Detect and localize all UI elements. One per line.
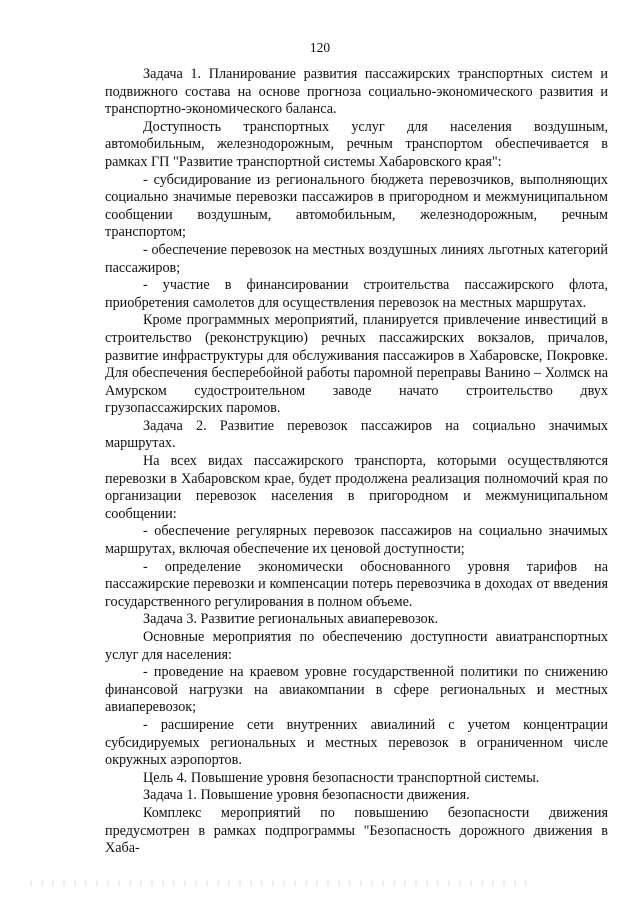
list-item: - субсидирование из регионального бюджета перевозчиков, выполняющих социально значимые перевозки пассажиров в пригородном и межмуниципальном сообщении воздушным, автомобильным, железнодорожным, речным транспортом; [105,171,608,241]
paragraph: Основные мероприятия по обеспечению доступности авиатранспортных услуг для населения: [105,629,608,663]
list-item: - обеспечение перевозок на местных воздушных линиях льготных категорий пассажиров; [105,241,608,276]
paragraph: Цель 4. Повышение уровня безопасности транспортной системы. [143,769,540,786]
scan-noise-strip [30,880,530,886]
body-text [105,66,608,858]
paragraph: Комплекс мероприятий по повышению безопасности движения предусмотрен в рамках подпрограммы "Безопасность дорожного движения в Хаба- [105,804,608,857]
paragraph: Доступность транспортных услуг для населения воздушным, автомобильным, железнодорожным, речным транспортом обеспечивается в рамках ГП "Развитие транспортной системы Хабаровского края": [105,118,608,170]
list-item: - проведение на краевом уровне государственной политики по снижению финансовой нагрузки на авиакомпании в сфере региональных и местных авиаперевозок; [105,664,608,716]
paragraph: Задача 1. Планирование развития пассажирских транспортных систем и подвижного состава на основе прогноза социально-экономического развития и транспортно-экономического баланса. [105,66,608,118]
list-item: - определение экономически обоснованного уровня тарифов на пассажирские перевозки и компенсации потерь перевозчика в доходах от введения государственного регулирования в полном объеме. [105,558,608,610]
page-number: 120 [309,40,331,55]
paragraph: Задача 2. Развитие перевозок пассажиров на социально значимых маршрутах. [105,417,608,452]
list-item: - расширение сети внутренних авиалиний с учетом концентрации субсидируемых региональных и местных перевозок в ограниченном числе окружных аэропортов. [105,716,608,769]
paragraph: Кроме программных мероприятий, планируется привлечение инвестиций в строительство (реконструкцию) речных пассажирских вокзалов, причалов, развитие инфраструктуры для обслуживания пассажиров в Хабаровске, Покровке. Для обеспечения бесперебойной работы паромной переправы Ванино – Холмск на Амурском судостроительном заводе начато строительство двух грузопассажирских паромов. [105,312,608,417]
paragraph: Задача 3. Развитие региональных авиаперевозок. [143,611,439,628]
list-item: - участие в финансировании строительства пассажирского флота, приобретения самолетов для осуществления перевозок на местных маршрутах. [105,277,608,311]
list-item: - обеспечение регулярных перевозок пассажиров на социально значимых маршрутах, включая обеспечение их ценовой доступности; [105,523,608,558]
paragraph: Задача 1. Повышение уровня безопасности движения. [143,787,470,804]
paragraph: На всех видах пассажирского транспорта, которыми осуществляются перевозки в Хабаровском крае, будет продолжена реализация полномочий края по организации перевозок населения в пригородном и межмуниципальном сообщении: [105,453,608,522]
